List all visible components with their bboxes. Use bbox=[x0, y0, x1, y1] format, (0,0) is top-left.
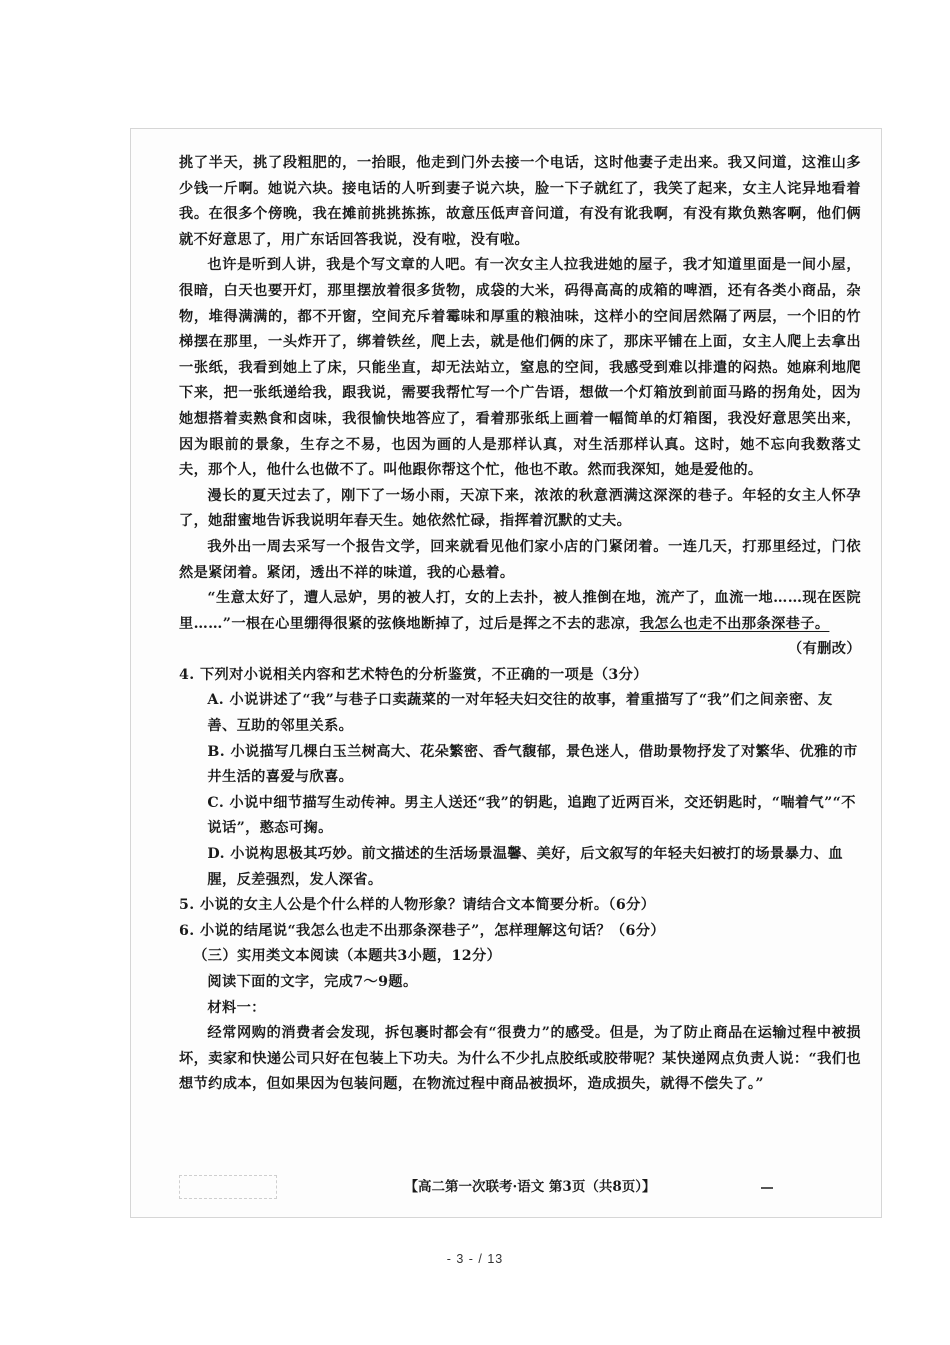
question-5: 5. 小说的女主人公是个什么样的人物形象？请结合文本简要分析。（6分） bbox=[179, 897, 656, 914]
question-4-option-d: D. 小说构思极其巧妙。前文描述的生活场景温馨、美好，后文叙写的年轻夫妇被打的场景暴力、血腥，反差强烈，发人深省。 bbox=[207, 846, 843, 888]
question-6: 6. 小说的结尾说“我怎么也走不出那条深巷子”，怎样理解这句话？（6分） bbox=[179, 922, 665, 939]
passage-paragraph-1: 挑了半天，挑了段粗肥的，一抬眼，他走到门外去接一个电话，这时他妻子走出来。我又问道，这淮山多少钱一斤啊。她说六块。接电话的人听到妻子说六块，脸一下子就红了，我笑了起来，女主人诧异地看着我。在很多个傍晚，我在摊前挑挑拣拣，故意压低声音问道，有没有讹我啊，有没有欺负熟客啊，他们俩就不好意思了，用广东话回答我说，没有啦，没有啦。 bbox=[179, 155, 861, 248]
scanned-page bbox=[130, 128, 882, 1218]
dash-mark bbox=[761, 1187, 773, 1189]
material-label: 材料一： bbox=[207, 999, 266, 1016]
passage-last-text: “生意太好了，遭人忌妒，男的被人打，女的上去扑，被人推倒在地，流产了，血流一地……现在医院里……”一根在心里绷得很紧的弦倏地断掉了，过后是挥之不去的悲凉， bbox=[179, 590, 861, 632]
question-4-option-c: C. 小说中细节描写生动传神。男主人送还“我”的钥匙，追跑了近两百米，交还钥匙时，“喘着气”“不说话”，憨态可掬。 bbox=[207, 794, 856, 837]
question-4-option-a: A. 小说讲述了“我”与巷子口卖蔬菜的一对年轻夫妇交往的故事，着重描写了“我”们之间亲密、友善、互助的邻里关系。 bbox=[207, 692, 833, 735]
page-number: - 3 - / 13 bbox=[446, 1252, 504, 1266]
material-one-text: 经常网购的消费者会发现，拆包裹时都会有“很费力”的感受。但是，为了防止商品在运输过程中被损坏，卖家和快递公司只好在包装上下功夫。为什么不少扎点胶纸或胶带呢？某快递网点负责人说：“我们也想节约成本，但如果因为包装问题，在物流过程中商品被损坏，造成损失，就得不偿失了。” bbox=[179, 1025, 861, 1093]
source-note: （有删改） bbox=[788, 641, 861, 658]
exam-footer-label: 【高二第一次联考·语文 第3页（共8页）】 bbox=[404, 1179, 656, 1195]
question-4-option-b: B. 小说描写几棵白玉兰树高大、花朵繁密、香气馥郁，景色迷人，借助景物抒发了对繁华、优雅的市井生活的喜爱与欣喜。 bbox=[207, 743, 858, 786]
question-4-stem: 4. 下列对小说相关内容和艺术特色的分析鉴赏，不正确的一项是（3分） bbox=[179, 666, 648, 683]
section-3-heading: （三）实用类文本阅读（本题共3小题，12分） bbox=[193, 948, 502, 965]
passage-paragraph-5 bbox=[179, 586, 861, 637]
passage-underlined-sentence: 我怎么也走不出那条深巷子。 bbox=[639, 615, 830, 632]
passage-paragraph-2: 也许是听到人讲，我是个写文章的人吧。有一次女主人拉我进她的屋子，我才知道里面是一间小屋，很暗，白天也要开灯，那里摆放着很多货物，成袋的大米，码得高高的成箱的啤酒，还有各类小商品，杂物，堆得满满的，都不开窗，空间充斥着霉味和厚重的粮油味，这样小的空间居然隔了两层，一个旧的竹梯摆在那里，一头炸开了，绑着铁丝，爬上去，就是他们俩的床了，那床平铺在上面，女主人爬上去拿出一张纸，我看到她上了床，只能坐直，却无法站立，窒息的空间，我感受到难以排遣的闷热。她麻利地爬下来，把一张纸递给我，跟我说，需要我帮忙写一个广告语，想做一个灯箱放到前面马路的拐角处，因为她想搭着卖熟食和卤味，我很愉快地答应了，看着那张纸上画着一幅简单的灯箱图，我没好意思笑出来，因为眼前的景象，生存之不易，也因为画的人是那样认真，对生活那样认真。这时，她不忘向我数落丈夫，那个人，他什么也做不了。叫他跟你帮这个忙，他也不敢。然而我深知，她是爱他的。 bbox=[179, 257, 861, 479]
page-content bbox=[179, 151, 861, 1098]
passage-paragraph-4: 我外出一周去采写一个报告文学，回来就看见他们家小店的门紧闭着。一连几天，打那里经过，门依然是紧闭着。紧闭，透出不祥的味道，我的心悬着。 bbox=[179, 538, 861, 581]
section-3-instruction: 阅读下面的文字，完成7～9题。 bbox=[207, 974, 418, 990]
passage-paragraph-3: 漫长的夏天过去了，刚下了一场小雨，天凉下来，浓浓的秋意洒满这深深的巷子。年轻的女主人怀孕了，她甜蜜地告诉我说明年春天生。她依然忙碌，指挥着沉默的丈夫。 bbox=[179, 487, 861, 530]
